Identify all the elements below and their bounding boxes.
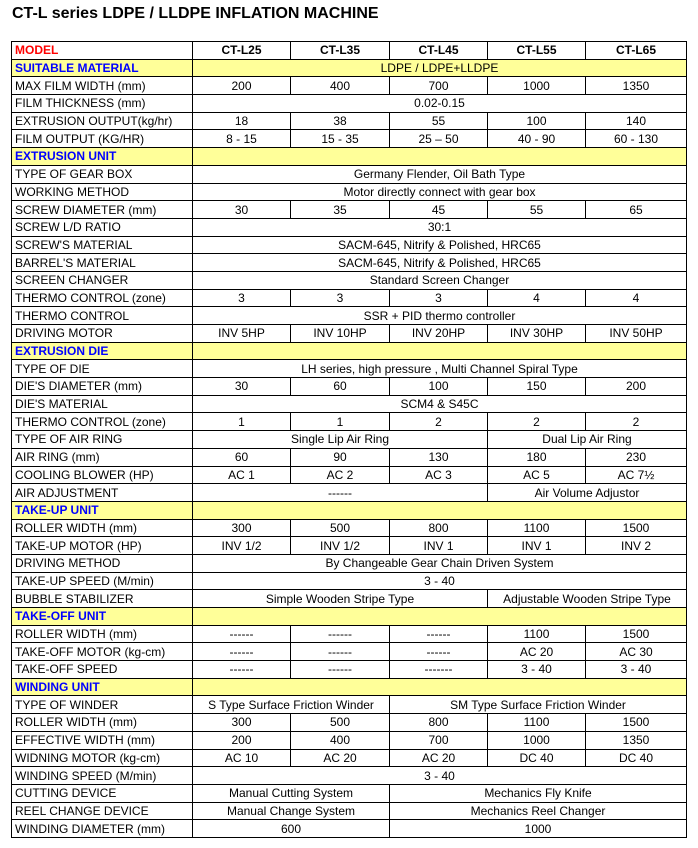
spec-value-cell: AC 20 [291, 749, 390, 767]
spec-value-cell: 3 - 40 [488, 661, 586, 679]
spec-value-cell: 8 - 15 [193, 130, 291, 148]
spec-value-cell: 2 [390, 413, 488, 431]
spec-label: SCREW L/D RATIO [12, 218, 193, 236]
spec-row [12, 77, 687, 95]
spec-value-cell: 700 [390, 77, 488, 95]
spec-value-cell [193, 342, 687, 360]
spec-value-cell: 55 [390, 112, 488, 130]
spec-label: TAKE-OFF MOTOR (kg-cm) [12, 643, 193, 661]
spec-row [12, 307, 687, 325]
spec-value-cell: Manual Change System [193, 802, 390, 820]
spec-row [12, 537, 687, 555]
spec-value-cell: AC 10 [193, 749, 291, 767]
spec-row [12, 431, 687, 449]
spec-value-cell: AC 5 [488, 466, 586, 484]
section-row [12, 59, 687, 77]
spec-value-cell: 100 [488, 112, 586, 130]
spec-value-cell: 15 - 35 [291, 130, 390, 148]
spec-value-cell: 1000 [488, 731, 586, 749]
spec-row [12, 714, 687, 732]
spec-value-cell: Air Volume Adjustor [488, 484, 687, 502]
spec-value-cell: 3 - 40 [193, 767, 687, 785]
spec-value-cell: 3 [291, 289, 390, 307]
spec-label: DRIVING METHOD [12, 554, 193, 572]
spec-row [12, 360, 687, 378]
spec-row [12, 484, 687, 502]
spec-value-cell: INV 10HP [291, 325, 390, 343]
spec-label: MAX FILM WIDTH (mm) [12, 77, 193, 95]
spec-table [11, 41, 687, 838]
spec-row [12, 448, 687, 466]
spec-value-cell: DC 40 [488, 749, 586, 767]
spec-label: THERMO CONTROL [12, 307, 193, 325]
spec-value-cell: Dual Lip Air Ring [488, 431, 687, 449]
spec-label: AIR ADJUSTMENT [12, 484, 193, 502]
spec-row [12, 413, 687, 431]
spec-label: WORKING METHOD [12, 183, 193, 201]
spec-row [12, 271, 687, 289]
spec-value-cell: AC 30 [586, 643, 687, 661]
spec-value-cell: 140 [586, 112, 687, 130]
spec-label: FILM OUTPUT (KG/HR) [12, 130, 193, 148]
spec-value-cell: DC 40 [586, 749, 687, 767]
spec-value-cell: Manual Cutting System [193, 784, 390, 802]
spec-value-cell: 90 [291, 448, 390, 466]
spec-label: BARREL'S MATERIAL [12, 254, 193, 272]
spec-label: THERMO CONTROL (zone) [12, 289, 193, 307]
model-name-cell: CT-L45 [390, 42, 488, 60]
spec-value-cell: 38 [291, 112, 390, 130]
spec-value-cell: ------ [193, 661, 291, 679]
spec-value-cell: 55 [488, 201, 586, 219]
spec-value-cell: INV 30HP [488, 325, 586, 343]
spec-label: TYPE OF AIR RING [12, 431, 193, 449]
spec-label: ROLLER WIDTH (mm) [12, 625, 193, 643]
spec-value-cell: 230 [586, 448, 687, 466]
spec-value-cell: ------ [291, 643, 390, 661]
spec-value-cell: 200 [193, 77, 291, 95]
section-row [12, 501, 687, 519]
spec-value-cell: 180 [488, 448, 586, 466]
spec-value-cell: 1 [291, 413, 390, 431]
section-label: TAKE-OFF UNIT [12, 608, 193, 626]
spec-value-cell: AC 3 [390, 466, 488, 484]
spec-value-cell: 800 [390, 519, 488, 537]
spec-value-cell: LH series, high pressure , Multi Channel Spiral Type [193, 360, 687, 378]
spec-label: TYPE OF GEAR BOX [12, 165, 193, 183]
spec-value-cell: Simple Wooden Stripe Type [193, 590, 488, 608]
section-label: EXTRUSION DIE [12, 342, 193, 360]
spec-value-cell: 30 [193, 201, 291, 219]
spec-value-cell: Mechanics Reel Changer [390, 802, 687, 820]
section-label: WINDING UNIT [12, 678, 193, 696]
spec-value-cell: 1500 [586, 714, 687, 732]
spec-value-cell: 1 [193, 413, 291, 431]
spec-value-cell: 30:1 [193, 218, 687, 236]
spec-value-cell: AC 1 [193, 466, 291, 484]
spec-value-cell: LDPE / LDPE+LLDPE [193, 59, 687, 77]
section-row [12, 608, 687, 626]
spec-value-cell: 3 [193, 289, 291, 307]
spec-value-cell: Mechanics Fly Knife [390, 784, 687, 802]
spec-row [12, 218, 687, 236]
spec-value-cell: 2 [586, 413, 687, 431]
spec-value-cell: INV 50HP [586, 325, 687, 343]
spec-value-cell: By Changeable Gear Chain Driven System [193, 554, 687, 572]
spec-value-cell: 1350 [586, 77, 687, 95]
spec-value-cell: ------ [390, 643, 488, 661]
spec-row [12, 395, 687, 413]
spec-value-cell: 400 [291, 731, 390, 749]
spec-value-cell: 60 [193, 448, 291, 466]
spec-row [12, 802, 687, 820]
spec-value-cell: 3 - 40 [193, 572, 687, 590]
section-row [12, 148, 687, 166]
spec-value-cell: INV 1/2 [291, 537, 390, 555]
spec-value-cell: Motor directly connect with gear box [193, 183, 687, 201]
spec-label: BUBBLE STABILIZER [12, 590, 193, 608]
spec-value-cell: 500 [291, 714, 390, 732]
spec-value-cell: 35 [291, 201, 390, 219]
spec-value-cell: 60 - 130 [586, 130, 687, 148]
model-name-cell: CT-L35 [291, 42, 390, 60]
model-name-cell: CT-L55 [488, 42, 586, 60]
spec-row [12, 201, 687, 219]
spec-label: TAKE-UP MOTOR (HP) [12, 537, 193, 555]
spec-value-cell: 150 [488, 378, 586, 396]
spec-row [12, 183, 687, 201]
model-label: MODEL [12, 42, 193, 60]
model-header-row [12, 42, 687, 60]
section-row [12, 342, 687, 360]
spec-value-cell: ------ [193, 643, 291, 661]
spec-value-cell: ------ [193, 484, 488, 502]
spec-value-cell: Germany Flender, Oil Bath Type [193, 165, 687, 183]
spec-value-cell: 300 [193, 714, 291, 732]
spec-value-cell [193, 678, 687, 696]
spec-label: TAKE-UP SPEED (M/min) [12, 572, 193, 590]
spec-label: WIDNING MOTOR (kg-cm) [12, 749, 193, 767]
spec-label: FILM THICKNESS (mm) [12, 95, 193, 113]
spec-row [12, 625, 687, 643]
spec-value-cell: SACM-645, Nitrify & Polished, HRC65 [193, 254, 687, 272]
spec-value-cell: INV 2 [586, 537, 687, 555]
spec-value-cell: S Type Surface Friction Winder [193, 696, 390, 714]
spec-value-cell: 1350 [586, 731, 687, 749]
spec-row [12, 749, 687, 767]
spec-value-cell: SM Type Surface Friction Winder [390, 696, 687, 714]
spec-label: ROLLER WIDTH (mm) [12, 519, 193, 537]
spec-row [12, 731, 687, 749]
spec-label: AIR RING (mm) [12, 448, 193, 466]
spec-row [12, 95, 687, 113]
spec-label: TYPE OF DIE [12, 360, 193, 378]
spec-value-cell: 3 [390, 289, 488, 307]
spec-value-cell: AC 7½ [586, 466, 687, 484]
spec-row [12, 165, 687, 183]
spec-label: SCREEN CHANGER [12, 271, 193, 289]
model-name-cell: CT-L25 [193, 42, 291, 60]
spec-value-cell: AC 20 [390, 749, 488, 767]
spec-table-body [12, 42, 687, 838]
spec-value-cell: 1000 [488, 77, 586, 95]
spec-value-cell: 2 [488, 413, 586, 431]
spec-value-cell: INV 5HP [193, 325, 291, 343]
spec-value-cell: 600 [193, 820, 390, 838]
spec-value-cell: 100 [390, 378, 488, 396]
spec-value-cell: 3 - 40 [586, 661, 687, 679]
spec-label: CUTTING DEVICE [12, 784, 193, 802]
spec-label: EFFECTIVE WIDTH (mm) [12, 731, 193, 749]
spec-row [12, 590, 687, 608]
spec-row [12, 820, 687, 838]
spec-value-cell: 45 [390, 201, 488, 219]
spec-row [12, 378, 687, 396]
spec-label: SCREW DIAMETER (mm) [12, 201, 193, 219]
spec-label: THERMO CONTROL (zone) [12, 413, 193, 431]
spec-value-cell: SSR + PID thermo controller [193, 307, 687, 325]
spec-value-cell: 130 [390, 448, 488, 466]
spec-label: DRIVING MOTOR [12, 325, 193, 343]
spec-label: EXTRUSION OUTPUT(kg/hr) [12, 112, 193, 130]
spec-value-cell: 0.02-0.15 [193, 95, 687, 113]
spec-value-cell [193, 608, 687, 626]
spec-label: TYPE OF WINDER [12, 696, 193, 714]
spec-value-cell: 25 – 50 [390, 130, 488, 148]
section-label: SUITABLE MATERIAL [12, 59, 193, 77]
spec-value-cell: Standard Screen Changer [193, 271, 687, 289]
spec-value-cell: 1500 [586, 625, 687, 643]
section-label: TAKE-UP UNIT [12, 501, 193, 519]
spec-value-cell: 1100 [488, 519, 586, 537]
spec-value-cell: 400 [291, 77, 390, 95]
spec-label: ROLLER WIDTH (mm) [12, 714, 193, 732]
spec-row [12, 325, 687, 343]
spec-row [12, 661, 687, 679]
spec-row [12, 519, 687, 537]
spec-value-cell: INV 20HP [390, 325, 488, 343]
spec-value-cell: 1100 [488, 625, 586, 643]
spec-label: WINDING DIAMETER (mm) [12, 820, 193, 838]
spec-value-cell: Adjustable Wooden Stripe Type [488, 590, 687, 608]
section-label: EXTRUSION UNIT [12, 148, 193, 166]
spec-label: REEL CHANGE DEVICE [12, 802, 193, 820]
spec-value-cell: ------ [390, 625, 488, 643]
spec-label: COOLING BLOWER (HP) [12, 466, 193, 484]
spec-row [12, 130, 687, 148]
spec-label: WINDING SPEED (M/min) [12, 767, 193, 785]
spec-label: DIE'S DIAMETER (mm) [12, 378, 193, 396]
spec-value-cell: 65 [586, 201, 687, 219]
spec-value-cell: 1100 [488, 714, 586, 732]
spec-row [12, 236, 687, 254]
spec-value-cell [193, 501, 687, 519]
spec-value-cell: 30 [193, 378, 291, 396]
spec-value-cell: INV 1 [390, 537, 488, 555]
spec-row [12, 572, 687, 590]
spec-value-cell: 200 [193, 731, 291, 749]
spec-row [12, 696, 687, 714]
spec-row [12, 767, 687, 785]
spec-value-cell: 1000 [390, 820, 687, 838]
spec-value-cell: 1500 [586, 519, 687, 537]
spec-row [12, 554, 687, 572]
spec-value-cell: 200 [586, 378, 687, 396]
spec-row [12, 466, 687, 484]
spec-label: DIE'S MATERIAL [12, 395, 193, 413]
spec-value-cell: 500 [291, 519, 390, 537]
spec-value-cell: 40 - 90 [488, 130, 586, 148]
spec-value-cell: AC 20 [488, 643, 586, 661]
spec-value-cell: INV 1/2 [193, 537, 291, 555]
spec-row [12, 784, 687, 802]
spec-value-cell [193, 148, 687, 166]
spec-label: SCREW'S MATERIAL [12, 236, 193, 254]
spec-value-cell: ------- [390, 661, 488, 679]
spec-value-cell: 4 [586, 289, 687, 307]
spec-value-cell: 300 [193, 519, 291, 537]
spec-value-cell: Single Lip Air Ring [193, 431, 488, 449]
spec-row [12, 112, 687, 130]
spec-value-cell: SCM4 & S45C [193, 395, 687, 413]
section-row [12, 678, 687, 696]
spec-value-cell: SACM-645, Nitrify & Polished, HRC65 [193, 236, 687, 254]
spec-value-cell: ------ [291, 625, 390, 643]
spec-value-cell: 700 [390, 731, 488, 749]
page-title: CT-L series LDPE / LLDPE INFLATION MACHINE [12, 5, 379, 22]
spec-value-cell: 800 [390, 714, 488, 732]
spec-value-cell: 18 [193, 112, 291, 130]
spec-row [12, 643, 687, 661]
spec-row [12, 289, 687, 307]
spec-value-cell: 60 [291, 378, 390, 396]
spec-row [12, 254, 687, 272]
spec-value-cell: ------ [291, 661, 390, 679]
model-name-cell: CT-L65 [586, 42, 687, 60]
spec-value-cell: 4 [488, 289, 586, 307]
spec-value-cell: INV 1 [488, 537, 586, 555]
spec-label: TAKE-OFF SPEED [12, 661, 193, 679]
spec-value-cell: AC 2 [291, 466, 390, 484]
spec-value-cell: ------ [193, 625, 291, 643]
